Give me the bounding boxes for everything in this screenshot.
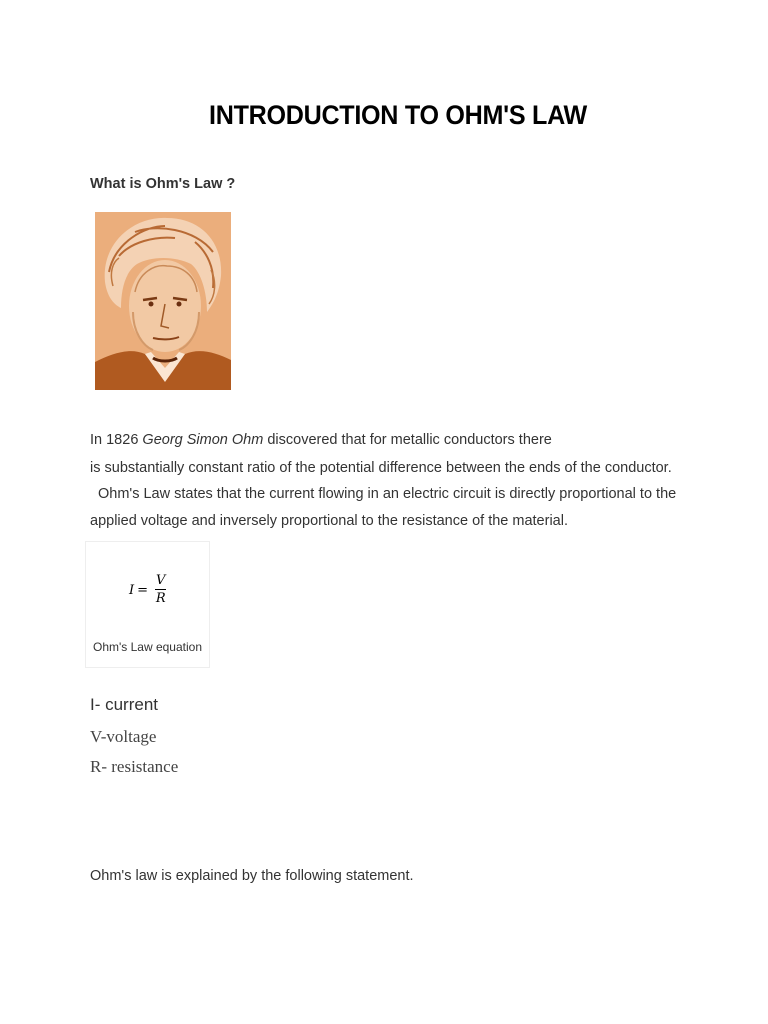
equation-numerator: V [156,573,166,588]
section-heading: What is Ohm's Law ? [90,176,236,192]
scientist-name: Georg Simon Ohm [142,432,264,448]
legend-resistance: R- resistance [90,757,179,776]
equation-denominator: R [155,591,166,606]
intro-line-1-suffix: discovered that for metallic conductors there [263,432,552,448]
intro-line-3: Ohm's Law states that the current flowing in an electric circuit is directly proportional to the [98,486,677,502]
intro-line-2: is substantially constant ratio of the potential difference between the ends of the conductor. [90,460,672,476]
legend-voltage: V-voltage [90,727,157,746]
equation-equals: = [137,582,149,598]
legend-current: I- current [90,695,159,714]
equation-figure [85,541,210,668]
equation-caption: Ohm's Law equation [92,640,203,654]
intro-line-1 [90,431,552,449]
ohm-portrait-image [95,212,231,390]
equation-fraction [155,574,166,606]
page-title: INTRODUCTION TO OHM'S LAW [209,100,587,130]
equation-lhs: I [129,582,135,598]
closing-statement: Ohm's law is explained by the following statement. [90,868,414,884]
intro-line-1-prefix: In 1826 [90,432,143,448]
intro-line-4: applied voltage and inversely proportional to the resistance of the material. [90,513,568,529]
ohms-law-equation [129,574,166,606]
